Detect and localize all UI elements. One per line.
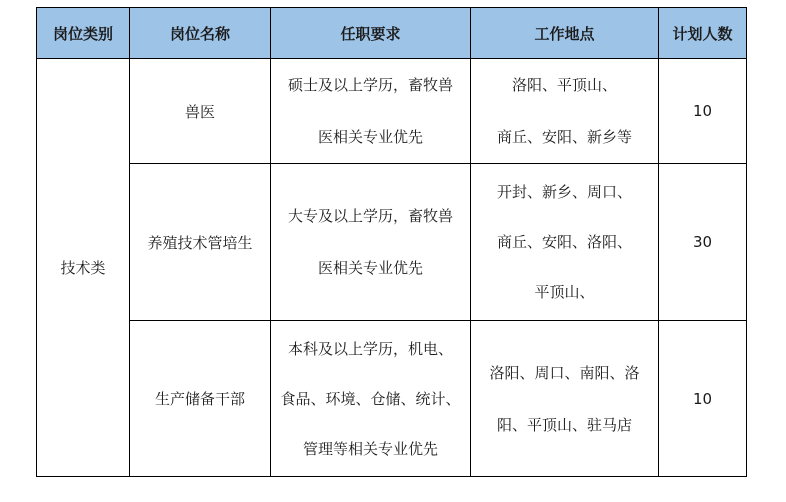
header-position-name: 岗位名称 <box>130 8 271 59</box>
location-line: 商丘、安阳、新乡等 <box>496 128 632 146</box>
location-cell <box>471 164 659 321</box>
location-cell <box>471 59 659 164</box>
location-line: 开封、新乡、周口、 <box>496 183 632 201</box>
requirements-line: 本科及以上学历，机电、 <box>287 339 453 358</box>
header-requirements: 任职要求 <box>271 8 471 59</box>
location-cell <box>471 321 659 477</box>
header-location: 工作地点 <box>471 8 659 59</box>
requirements-cell <box>271 59 471 164</box>
table-row <box>37 59 747 164</box>
requirements-line: 管理等相关专业优先 <box>302 439 438 458</box>
position-name: 兽医 <box>130 59 271 164</box>
requirements-line: 食品、环境、仓储、统计、 <box>280 389 461 408</box>
position-name: 养殖技术管培生 <box>130 164 271 321</box>
location-line: 洛阳、平顶山、 <box>511 76 617 94</box>
requirements-cell <box>271 321 471 477</box>
requirements-line: 医相关专业优先 <box>317 259 423 277</box>
location-line: 洛阳、周口、南阳、洛 <box>489 363 640 382</box>
location-line: 平顶山、 <box>534 283 595 301</box>
table-row <box>37 164 747 321</box>
headcount-cell: 10 <box>659 59 747 164</box>
recruitment-table <box>36 7 747 477</box>
requirements-line: 硕士及以上学历，畜牧兽 <box>287 76 453 94</box>
position-name: 生产储备干部 <box>130 321 271 477</box>
headcount-cell: 10 <box>659 321 747 477</box>
headcount-cell: 30 <box>659 164 747 321</box>
header-category: 岗位类别 <box>37 8 130 59</box>
category-cell: 技术类 <box>37 59 130 477</box>
location-line: 商丘、安阳、洛阳、 <box>496 233 632 251</box>
requirements-line: 医相关专业优先 <box>317 128 423 146</box>
header-row <box>37 8 747 59</box>
table-row <box>37 321 747 477</box>
header-headcount: 计划人数 <box>659 8 747 59</box>
requirements-cell <box>271 164 471 321</box>
requirements-line: 大专及以上学历，畜牧兽 <box>287 207 453 225</box>
location-line: 阳、平顶山、驻马店 <box>496 415 632 434</box>
